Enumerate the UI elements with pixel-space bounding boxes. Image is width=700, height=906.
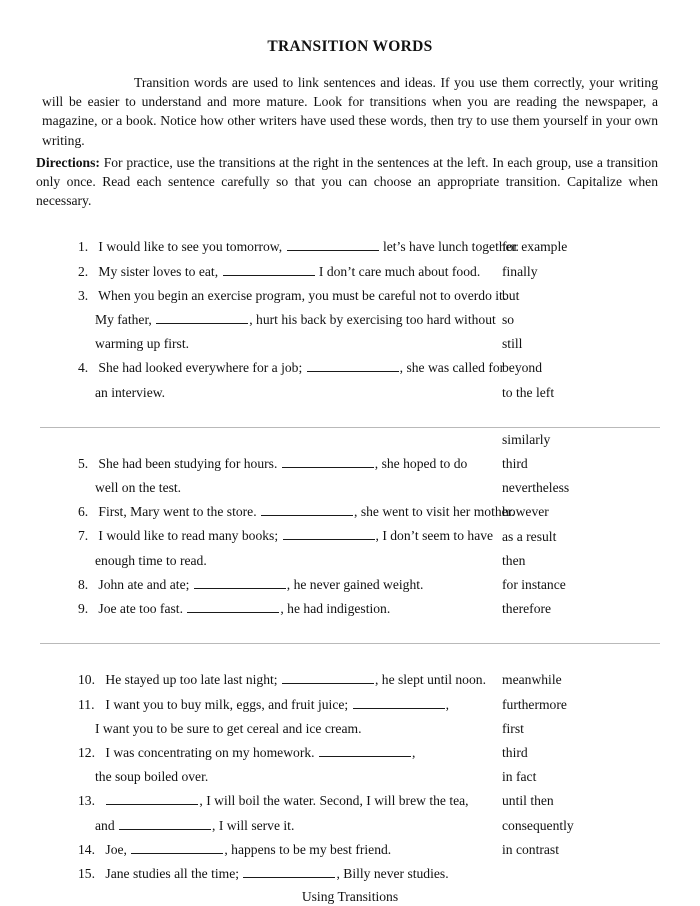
sentence-text: , Billy never studies.	[336, 866, 449, 882]
word-bank-item[interactable]: nevertheless	[502, 480, 570, 496]
word-bank-item[interactable]: furthermore	[502, 696, 567, 712]
exercise-item	[78, 597, 480, 621]
answer-blank[interactable]	[223, 263, 315, 276]
sentence-text: Joe ate too fast.	[98, 601, 183, 617]
exercise-item-continuation	[78, 308, 496, 332]
sentence-text: I would like to read many books;	[98, 528, 279, 544]
item-number: 1.	[78, 239, 89, 255]
word-bank-item[interactable]: for example	[502, 239, 568, 255]
intro-paragraph: Transition words are used to link sentences and ideas. If you use them correctly, your writing will be easier to understand and more mature. Look for transitions when you are reading the newspaper, a magazine, or a book. Notice how other writers have used these words, then try to use them yourself in your own writing.	[42, 75, 658, 148]
sentence-text: ,	[445, 696, 449, 712]
item-number: 5.	[78, 455, 89, 471]
answer-blank[interactable]	[319, 744, 411, 757]
word-bank-item[interactable]: finally	[502, 263, 538, 279]
exercise-item	[78, 284, 507, 308]
word-bank-item[interactable]: still	[502, 336, 523, 352]
sentence-text: I want you to buy milk, eggs, and fruit juice;	[105, 696, 349, 712]
exercise-item	[78, 524, 494, 548]
answer-blank[interactable]	[287, 238, 379, 251]
exercise-item	[78, 838, 480, 862]
item-number: 14.	[78, 841, 95, 857]
sentence-text: , he never gained weight.	[286, 576, 424, 592]
answer-blank[interactable]	[131, 841, 223, 854]
word-bank-item[interactable]: in fact	[502, 769, 537, 785]
sentence-text: I don’t care much about food.	[318, 263, 481, 279]
word-bank-item[interactable]: however	[502, 504, 549, 520]
word-bank-item[interactable]: as a result	[502, 528, 557, 544]
item-number: 15.	[78, 866, 95, 882]
word-bank-item[interactable]: meanwhile	[502, 672, 562, 688]
exercise-item-continuation	[78, 765, 480, 789]
word-bank-item[interactable]: third	[502, 745, 528, 761]
sentence-text: , she hoped to do	[374, 455, 468, 471]
word-bank-item[interactable]: for instance	[502, 577, 566, 593]
item-number: 13.	[78, 793, 95, 809]
exercise-item	[78, 789, 480, 813]
directions-label: Directions:	[36, 154, 100, 170]
sentence-text: and	[95, 817, 115, 833]
sentence-text: She had been studying for hours.	[98, 455, 278, 471]
exercise-item-continuation	[78, 476, 480, 500]
exercise-item	[78, 573, 480, 597]
sentence-text: , I will serve it.	[212, 817, 295, 833]
exercise-item-continuation	[78, 381, 480, 405]
page-title: TRANSITION WORDS	[267, 38, 433, 55]
answer-blank[interactable]	[156, 311, 248, 324]
word-bank-item[interactable]: in contrast	[502, 841, 560, 857]
sentence-text: My father,	[95, 312, 152, 328]
group-3-word-bank	[480, 644, 622, 886]
sentence-text: When you begin an exercise program, you must be careful not to overdo it.	[98, 287, 507, 303]
exercise-group-3	[0, 644, 700, 886]
exercise-item	[78, 260, 480, 284]
word-bank-item[interactable]: until then	[502, 793, 554, 809]
answer-blank[interactable]	[243, 865, 335, 878]
sentence-text: enough time to read.	[95, 552, 207, 568]
sentence-text: Joe,	[105, 841, 127, 857]
sentence-text: Jane studies all the time;	[105, 866, 240, 882]
sentence-text: , she went to visit her mother.	[354, 504, 515, 520]
item-number: 10.	[78, 672, 95, 688]
sentence-text: an interview.	[95, 384, 166, 400]
word-bank-item[interactable]: beyond	[502, 360, 543, 376]
sentence-text: , she was called for	[399, 360, 505, 376]
sentence-text: First, Mary went to the store.	[98, 504, 257, 520]
exercise-item-continuation	[78, 717, 480, 741]
word-bank-item[interactable]: consequently	[502, 817, 574, 833]
exercise-item-continuation	[78, 332, 480, 356]
sentence-text: , he slept until noon.	[374, 672, 486, 688]
word-bank-item[interactable]: third	[502, 456, 528, 472]
answer-blank[interactable]	[307, 359, 399, 372]
answer-blank[interactable]	[283, 527, 375, 540]
sentence-text: , hurt his back by exercising too hard without	[249, 312, 496, 328]
item-number: 12.	[78, 745, 95, 761]
exercise-item	[78, 500, 515, 524]
answer-blank[interactable]	[119, 817, 211, 830]
sentence-text: , he had indigestion.	[280, 601, 391, 617]
word-bank-item[interactable]: similarly	[502, 431, 551, 447]
answer-blank[interactable]	[282, 455, 374, 468]
item-number: 9.	[78, 601, 89, 617]
word-bank-item[interactable]: but	[502, 287, 520, 303]
answer-blank[interactable]	[261, 503, 353, 516]
exercise-item	[78, 235, 519, 259]
page-footer: Using Transitions	[301, 889, 399, 905]
exercise-item	[78, 862, 480, 886]
word-bank-item[interactable]: therefore	[502, 601, 552, 617]
sentence-text: He stayed up too late last night;	[105, 672, 278, 688]
answer-blank[interactable]	[106, 792, 198, 805]
answer-blank[interactable]	[282, 671, 374, 684]
exercise-item	[78, 668, 486, 692]
exercise-item	[78, 356, 505, 380]
answer-blank[interactable]	[353, 696, 445, 709]
sentence-text: well on the test.	[95, 480, 182, 496]
word-bank-item[interactable]: to the left	[502, 384, 555, 400]
sentence-text: , happens to be my best friend.	[224, 841, 392, 857]
item-number: 3.	[78, 287, 89, 303]
word-bank-item[interactable]: then	[502, 552, 526, 568]
sentence-text: the soup boiled over.	[95, 769, 209, 785]
exercise-item	[78, 693, 480, 717]
group-2-word-bank	[480, 428, 622, 622]
item-number: 6.	[78, 504, 89, 520]
item-number: 2.	[78, 263, 89, 279]
answer-blank[interactable]	[194, 576, 286, 589]
answer-blank[interactable]	[187, 600, 279, 613]
sentence-text: My sister loves to eat,	[98, 263, 219, 279]
directions-text: For practice, use the transitions at the right in the sentences at the left. In each group, use a transition only once. Read each sentence carefully so that you can choose an appropriate transition. Capitalize when necessary.	[36, 154, 658, 209]
exercise-item	[78, 452, 480, 476]
sentence-text: warming up first.	[95, 336, 190, 352]
sentence-text: John ate and ate;	[98, 576, 190, 592]
exercise-group-1	[0, 210, 700, 404]
group-1-word-bank	[480, 235, 622, 404]
sentence-text: She had looked everywhere for a job;	[98, 360, 303, 376]
sentence-text: ,	[411, 745, 416, 761]
directions-paragraph	[0, 150, 700, 211]
sentence-text: let’s have lunch together.	[382, 239, 519, 255]
exercise-group-2	[0, 428, 700, 622]
sentence-text: I would like to see you tomorrow,	[98, 239, 283, 255]
word-bank-item[interactable]: first	[502, 720, 524, 736]
exercise-item-continuation	[78, 814, 480, 838]
item-number: 7.	[78, 528, 89, 544]
exercise-item-continuation	[78, 549, 480, 573]
sentence-text: , I don’t seem to have	[375, 528, 494, 544]
sentence-text: I was concentrating on my homework.	[105, 745, 315, 761]
item-number: 11.	[78, 696, 95, 712]
sentence-text: , I will boil the water. Second, I will brew the tea,	[199, 793, 469, 809]
item-number: 8.	[78, 576, 89, 592]
word-bank-item[interactable]: so	[502, 312, 515, 328]
item-number: 4.	[78, 360, 89, 376]
sentence-text: I want you to be sure to get cereal and ice cream.	[95, 720, 362, 736]
exercise-item	[78, 741, 480, 765]
group-3-sentences	[0, 644, 486, 886]
